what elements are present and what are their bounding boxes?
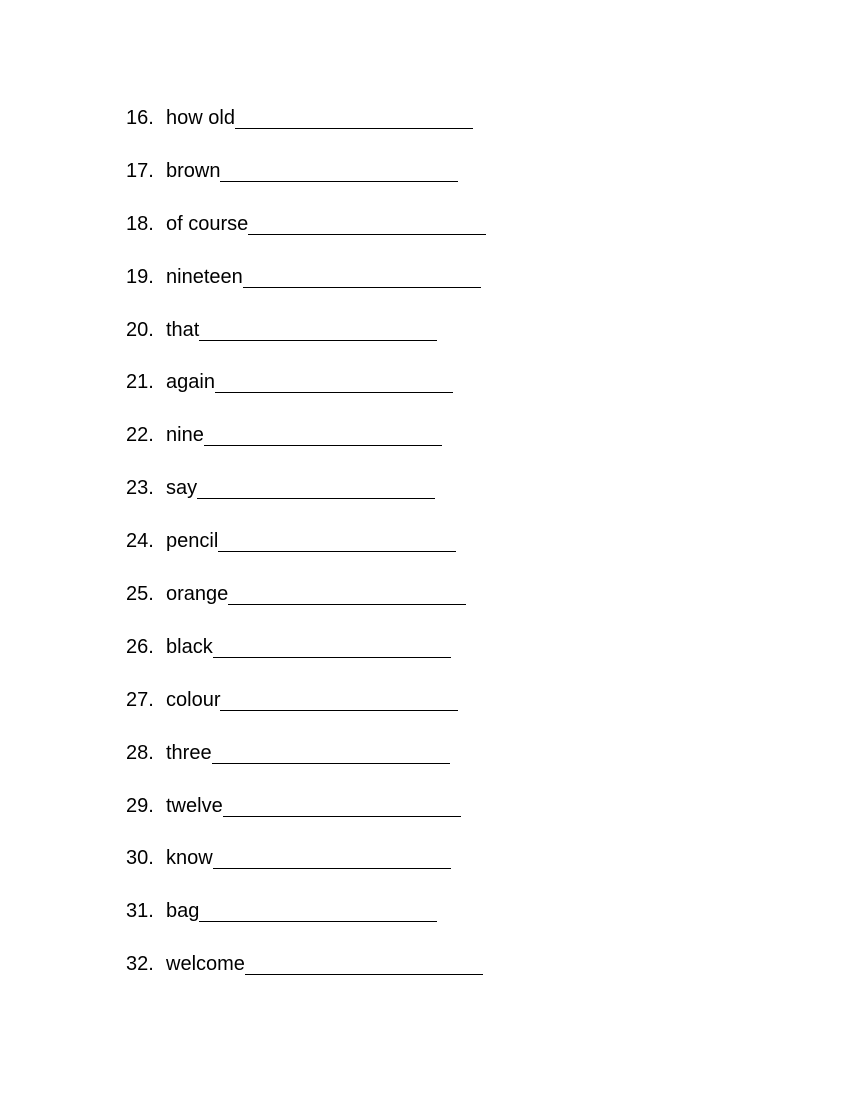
item-number: 18. xyxy=(126,212,154,235)
item-number: 25. xyxy=(126,583,154,606)
item-number: 21. xyxy=(126,371,154,394)
item-word: brown xyxy=(166,159,221,182)
item-word: black xyxy=(166,635,213,658)
item-word: colour xyxy=(166,688,221,711)
list-item xyxy=(126,527,486,580)
answer-blank[interactable] xyxy=(212,739,450,764)
list-item xyxy=(126,368,486,421)
list-item xyxy=(126,633,486,686)
item-number: 24. xyxy=(126,530,154,553)
item-word: three xyxy=(166,741,212,764)
item-word: welcome xyxy=(166,953,245,976)
item-number: 27. xyxy=(126,688,154,711)
item-number: 28. xyxy=(126,741,154,764)
list-item xyxy=(126,210,486,263)
item-word: twelve xyxy=(166,794,223,817)
item-word: bag xyxy=(166,900,200,923)
item-number: 17. xyxy=(126,159,154,182)
answer-blank[interactable] xyxy=(218,527,456,552)
item-number: 22. xyxy=(126,424,154,447)
item-word: say xyxy=(166,477,198,500)
item-word: nineteen xyxy=(166,265,243,288)
list-item xyxy=(126,792,486,845)
item-number: 29. xyxy=(126,794,154,817)
answer-blank[interactable] xyxy=(248,210,486,235)
answer-blank[interactable] xyxy=(213,633,451,658)
item-number: 31. xyxy=(126,900,154,923)
item-number: 23. xyxy=(126,477,154,500)
item-number: 19. xyxy=(126,265,154,288)
item-word: orange xyxy=(166,583,229,606)
item-word: how old xyxy=(166,107,235,129)
answer-blank[interactable] xyxy=(235,104,473,129)
item-number: 16. xyxy=(126,107,154,129)
answer-blank[interactable] xyxy=(228,580,466,605)
answer-blank[interactable] xyxy=(243,263,481,288)
answer-blank[interactable] xyxy=(245,950,483,975)
vocabulary-list xyxy=(126,104,486,1003)
item-number: 20. xyxy=(126,318,154,341)
list-item xyxy=(126,316,486,369)
answer-blank[interactable] xyxy=(220,157,458,182)
list-item xyxy=(126,580,486,633)
item-number: 30. xyxy=(126,847,154,870)
answer-blank[interactable] xyxy=(199,897,437,922)
item-word: nine xyxy=(166,424,204,447)
answer-blank[interactable] xyxy=(213,844,451,869)
list-item xyxy=(126,844,486,897)
item-number: 32. xyxy=(126,953,154,976)
list-item xyxy=(126,897,486,950)
item-word: pencil xyxy=(166,530,219,553)
answer-blank[interactable] xyxy=(223,792,461,817)
item-word: know xyxy=(166,847,213,870)
answer-blank[interactable] xyxy=(220,686,458,711)
item-word: again xyxy=(166,371,215,394)
list-item xyxy=(126,104,486,157)
list-item xyxy=(126,157,486,210)
answer-blank[interactable] xyxy=(204,421,442,446)
answer-blank[interactable] xyxy=(215,368,453,393)
list-item xyxy=(126,263,486,316)
answer-blank[interactable] xyxy=(199,316,437,341)
list-item xyxy=(126,474,486,527)
list-item xyxy=(126,739,486,792)
list-item xyxy=(126,950,486,1003)
item-word: of course xyxy=(166,212,249,235)
answer-blank[interactable] xyxy=(197,474,435,499)
item-word: that xyxy=(166,318,200,341)
list-item xyxy=(126,686,486,739)
item-number: 26. xyxy=(126,635,154,658)
list-item xyxy=(126,421,486,474)
